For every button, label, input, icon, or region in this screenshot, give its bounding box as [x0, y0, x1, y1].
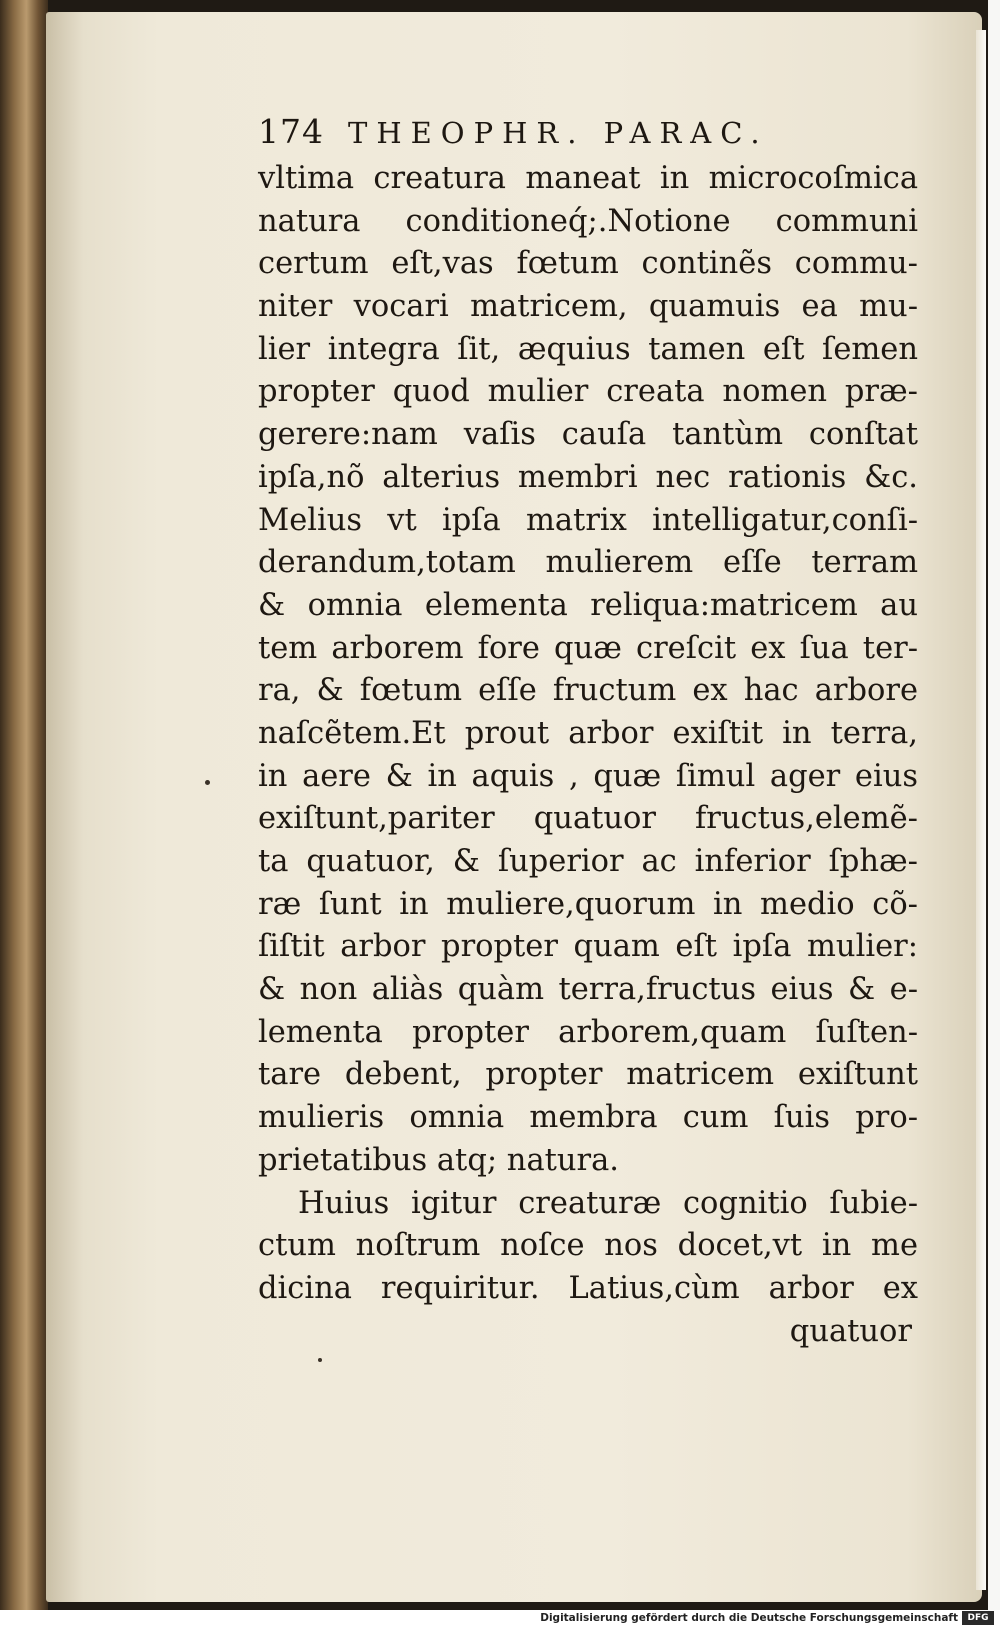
text-line: mulieris omnia membra cum ſuis pro- — [258, 1100, 918, 1136]
text-line: prietatibus atq; natura. — [258, 1142, 619, 1178]
text-line: ra, & fœtum eſſe fructum ex hac arbore — [258, 673, 918, 709]
text-line: tare debent, propter matricem exiſtunt — [258, 1057, 918, 1093]
catchword: quatuor — [789, 1313, 912, 1349]
text-line: derandum,totam mulierem eſſe terram — [258, 545, 918, 581]
paragraph-2 — [258, 1183, 918, 1311]
running-head-title: THEOPHR. PARAC. — [348, 116, 769, 150]
text-line: & omnia elementa reliqua:matricem au — [258, 587, 918, 623]
ink-speck — [318, 1358, 322, 1362]
text-line: ta quatuor, & ſuperior ac inferior ſphæ- — [258, 844, 918, 879]
footer-credit: Digitalisierung gefördert durch die Deutsche Forschungsgemeinschaft — [540, 1612, 958, 1624]
page-right-edge — [976, 30, 986, 1590]
dfg-logo: DFG — [962, 1611, 994, 1625]
running-head — [258, 112, 918, 158]
text-line: gerere:nam vaſis cauſa tantùm conſtat — [258, 417, 918, 453]
text-line: naſcẽtem.Et prout arbor exiſtit in terra, — [258, 715, 918, 751]
text-line: certum eſt,vas fœtum continẽs commu- — [258, 246, 918, 282]
text-line: dicina requiritur. Latius,cùm arbor ex — [258, 1270, 918, 1306]
page-text-block — [258, 112, 918, 1353]
text-line: in aere & in aquis , quæ ſimul ager eius — [258, 758, 918, 794]
text-line: exiſtunt,pariter quatuor fructus,elemẽ- — [258, 801, 918, 837]
book-spine-edge — [0, 0, 48, 1610]
page-number: 174 — [258, 112, 324, 151]
text-line: lementa propter arborem,quam ſuſten- — [258, 1014, 918, 1050]
text-line: Melius vt ipſa matrix intelligatur,conſi- — [258, 502, 918, 538]
paragraph-1 — [258, 158, 918, 1183]
text-line: ſiſtit arbor propter quam eſt ipſa mulier: — [258, 929, 918, 965]
text-line: propter quod mulier creata nomen præ- — [258, 374, 918, 410]
text-line: natura conditioneq́;.Notione communi — [258, 203, 918, 239]
text-line: tem arborem fore quæ creſcit ex ſua ter- — [258, 630, 918, 666]
text-line: ctum noſtrum noſce nos docet,vt in me — [258, 1228, 918, 1264]
ink-speck — [205, 780, 210, 785]
text-line: Huius igitur creaturæ cognitio ſubie- — [298, 1185, 918, 1221]
text-line: ræ ſunt in muliere,quorum in medio cõ- — [258, 886, 918, 922]
text-line: vltima creatura maneat in microcoſmica — [258, 161, 918, 196]
text-line: niter vocari matricem, quamuis ea mu- — [258, 289, 918, 325]
text-line: & non aliàs quàm terra,fructus eius & e- — [258, 972, 918, 1008]
text-line: ipſa,nõ alterius membri nec rationis &c. — [258, 459, 918, 495]
text-line: lier integra ſit, æquius tamen eſt ſemen — [258, 331, 918, 367]
